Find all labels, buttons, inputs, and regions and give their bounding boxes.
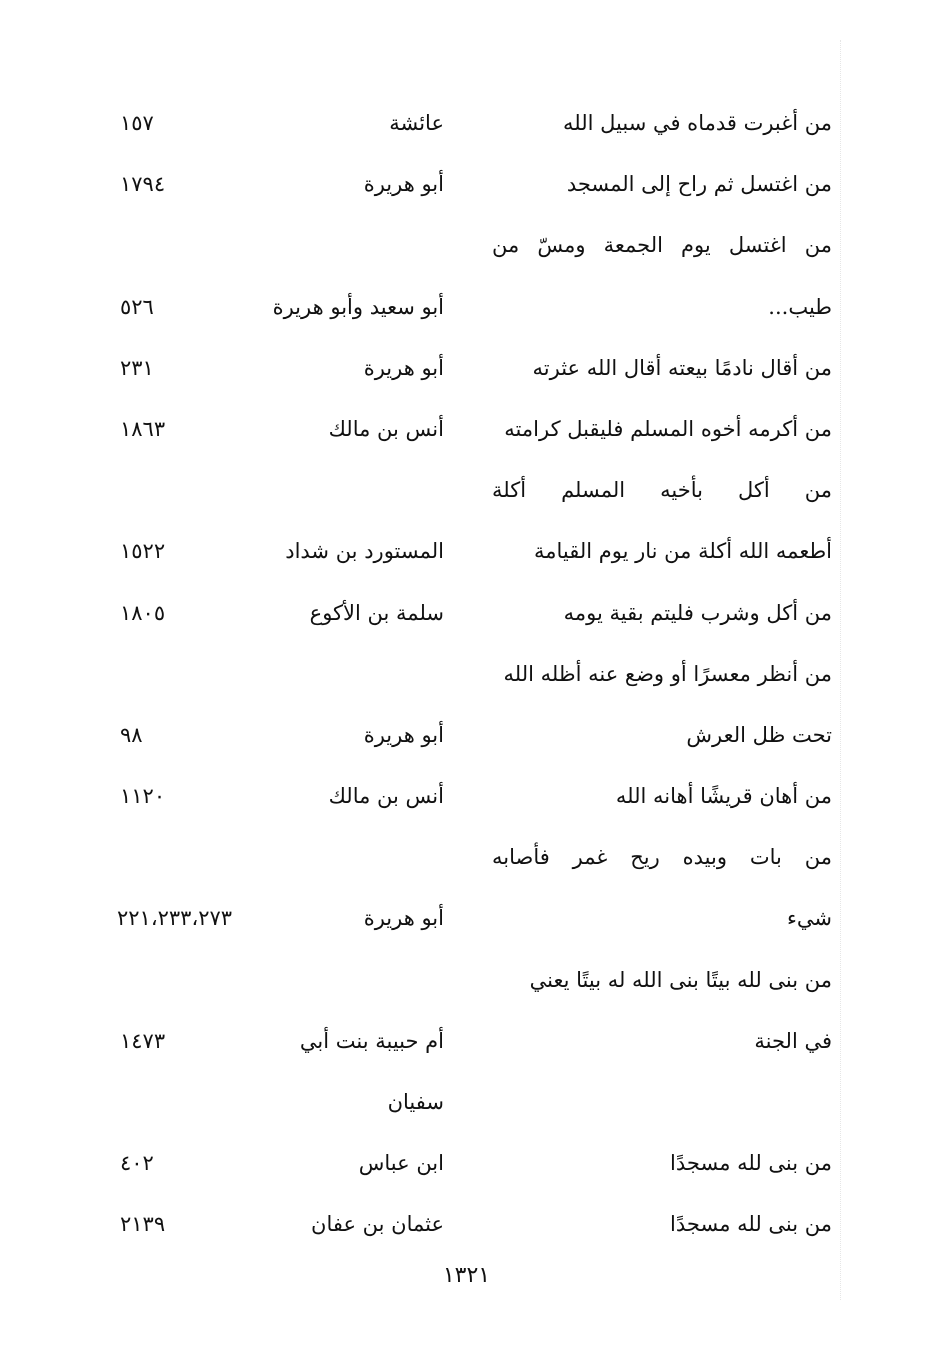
page-number: ١٣٢١	[442, 1263, 491, 1288]
index-row	[120, 1072, 832, 1133]
index-row	[120, 1133, 832, 1194]
hadith-number: ١١٢٠	[120, 784, 166, 809]
index-row	[120, 93, 832, 154]
narrator-name: أبو هريرة	[363, 722, 444, 747]
index-row	[120, 1011, 832, 1072]
hadith-number	[120, 827, 242, 888]
hadith-text: من بات وبيده ريح غمر فأصابه	[492, 845, 832, 870]
hadith-number: ٩٨	[120, 722, 143, 747]
narrator-name: أبو هريرة	[363, 172, 444, 197]
narrator-name	[274, 215, 444, 276]
narrator-name: أنس بن مالك	[328, 784, 444, 809]
narrator-name: أبو هريرة	[363, 355, 444, 380]
hadith-text: أطعمه الله أكلة من نار يوم القيامة	[533, 539, 832, 564]
index-row	[120, 583, 832, 644]
narrator-name: عثمان بن عفان	[311, 1212, 444, 1237]
hadith-text: من اغتسل يوم الجمعة ومسّ من	[492, 233, 832, 258]
hadith-number: ١٨٠٥	[120, 600, 166, 625]
hadith-number: ١٥٧	[120, 111, 154, 135]
narrator-name: أبو هريرة	[363, 906, 444, 931]
hadith-text: من بنى لله مسجدًا	[670, 1212, 832, 1237]
narrator-name: سفيان	[387, 1090, 444, 1114]
index-row	[120, 1194, 832, 1255]
hadith-text: من أنظر معسرًا أو وضع عنه أظله الله	[503, 661, 832, 686]
index-row	[120, 399, 832, 460]
hadith-number: ٢٢١،٢٣٣،٢٧٣	[117, 906, 233, 931]
narrator-name: أنس بن مالك	[328, 416, 444, 441]
index-row	[120, 277, 832, 338]
hadith-text: من اغتسل ثم راح إلى المسجد	[566, 172, 832, 197]
index-row	[120, 827, 832, 888]
hadith-number: ١٥٢٢	[120, 539, 166, 564]
narrator-name: سلمة بن الأكوع	[309, 600, 444, 625]
hadith-number: ١٧٩٤	[120, 172, 166, 197]
hadith-number	[120, 644, 242, 705]
narrator-name: المستورد بن شداد	[285, 539, 444, 564]
hadith-text: من أكرمه أخوه المسلم فليقبل كرامته	[504, 416, 832, 441]
narrator-name	[274, 827, 444, 888]
narrator-name	[274, 644, 444, 705]
hadith-text: تحت ظل العرش	[686, 722, 832, 747]
hadith-number: ٢٣١	[120, 355, 154, 380]
hadith-text: من أكل بأخيه المسلم أكلة	[492, 478, 832, 503]
hadith-text: طيب...	[768, 294, 832, 319]
hadith-text: من بنى لله مسجدًا	[670, 1151, 832, 1176]
hadith-number	[120, 1072, 242, 1133]
hadith-number: ٤٠٢	[120, 1151, 154, 1176]
index-row	[120, 644, 832, 705]
narrator-name: ابن عباس	[358, 1151, 444, 1176]
index-row	[120, 154, 832, 215]
hadith-text: من أكل وشرب فليتم بقية يومه	[563, 600, 832, 625]
index-row	[120, 460, 832, 521]
hadith-number	[120, 950, 242, 1011]
hadith-number: ٢١٣٩	[120, 1212, 166, 1237]
hadith-number: ١٨٦٣	[120, 416, 166, 441]
index-row	[120, 705, 832, 766]
hadith-text: شيء	[787, 906, 832, 931]
hadith-text: في الجنة	[754, 1028, 832, 1053]
index-row	[117, 888, 832, 949]
hadith-text: من أغبرت قدماه في سبيل الله	[563, 111, 832, 135]
hadith-text: من أهان قريشًا أهانه الله	[615, 784, 832, 809]
narrator-name	[274, 460, 444, 521]
index-row	[120, 766, 832, 827]
hadith-number: ٥٢٦	[120, 294, 154, 319]
hadith-number: ١٤٧٣	[120, 1028, 166, 1053]
hadith-number	[120, 215, 242, 276]
index-row	[120, 521, 832, 582]
index-row	[120, 950, 832, 1011]
margin-guide	[839, 40, 841, 1300]
narrator-name: أم حبيبة بنت أبي	[299, 1028, 444, 1053]
hadith-text: من أقال نادمًا بيعته أقال الله عثرته	[532, 355, 832, 380]
narrator-name: عائشة	[389, 111, 444, 135]
index-row	[120, 215, 832, 276]
hadith-number	[120, 460, 242, 521]
hadith-text	[492, 1072, 832, 1133]
hadith-text: من بنى لله بيتًا بنى الله له بيتًا يعني	[529, 967, 832, 992]
narrator-name	[274, 950, 444, 1011]
hadith-index-table	[117, 93, 832, 1256]
narrator-name: أبو سعيد وأبو هريرة	[272, 294, 444, 319]
index-row	[120, 338, 832, 399]
